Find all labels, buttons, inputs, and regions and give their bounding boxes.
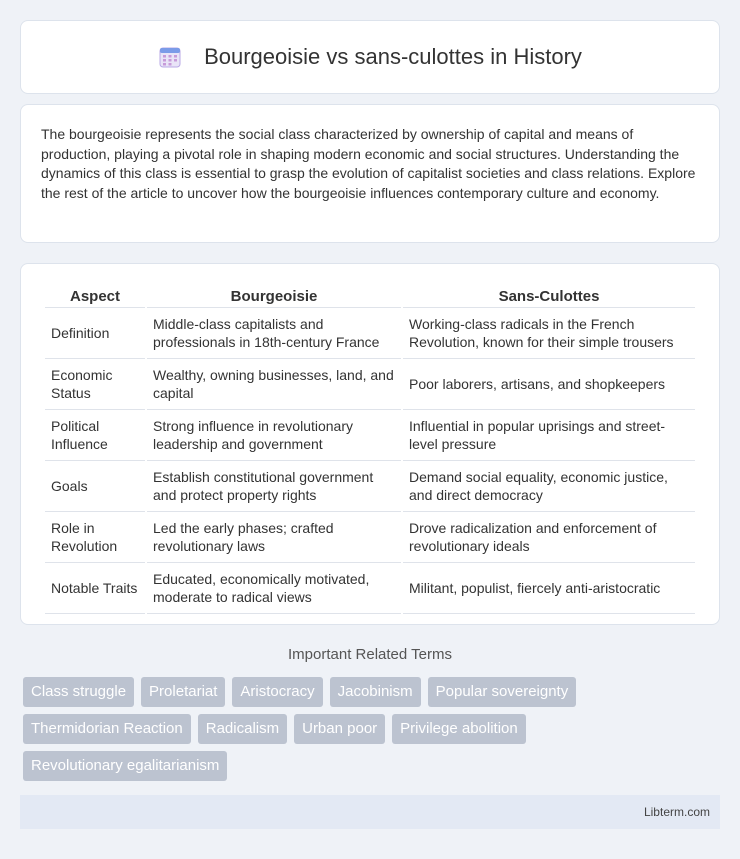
table-row xyxy=(45,461,695,512)
cell-bourgeoisie: Wealthy, owning businesses, land, and capital xyxy=(147,359,401,410)
table-row xyxy=(45,359,695,410)
table-row xyxy=(45,308,695,359)
related-term-tag[interactable]: Privilege abolition xyxy=(392,714,526,744)
related-term-tag[interactable]: Jacobinism xyxy=(330,677,421,707)
cell-aspect: Role in Revolution xyxy=(45,512,145,563)
calendar-icon xyxy=(158,45,182,69)
header-card xyxy=(20,20,720,94)
cell-bourgeoisie: Establish constitutional government and protect property rights xyxy=(147,461,401,512)
related-term-tag[interactable]: Class struggle xyxy=(23,677,134,707)
table-header-row xyxy=(45,284,695,308)
comparison-table xyxy=(43,284,697,614)
cell-bourgeoisie: Strong influence in revolutionary leadership and government xyxy=(147,410,401,461)
related-term-tag[interactable]: Proletariat xyxy=(141,677,225,707)
footer-site-link[interactable]: Libterm.com xyxy=(643,805,710,819)
cell-aspect: Economic Status xyxy=(45,359,145,410)
header-sans-culottes: Sans-Culottes xyxy=(403,284,695,308)
intro-card xyxy=(20,104,720,243)
cell-sans-culottes: Militant, populist, fiercely anti-aristocratic xyxy=(403,563,695,614)
table-row xyxy=(45,563,695,614)
table-row xyxy=(45,512,695,563)
cell-aspect: Definition xyxy=(45,308,145,359)
comparison-table-card xyxy=(20,263,720,625)
related-term-tag[interactable]: Thermidorian Reaction xyxy=(23,714,191,744)
related-terms-title: Important Related Terms xyxy=(288,646,452,663)
title-wrap xyxy=(158,44,582,70)
cell-aspect: Political Influence xyxy=(45,410,145,461)
related-term-tag[interactable]: Revolutionary egalitarianism xyxy=(23,751,227,781)
intro-text: The bourgeoisie represents the social class characterized by ownership of capital and means of production, playing a pivotal role in shaping modern economic and social structures. Understanding the dynamics of this class is essential to grasp the evolution of capitalist societies and class relations. Explore the rest of the article to uncover how the bourgeoisie influences contemporary culture and economy. xyxy=(41,126,696,201)
cell-sans-culottes: Drove radicalization and enforcement of revolutionary ideals xyxy=(403,512,695,563)
page-title: Bourgeoisie vs sans-culottes in History xyxy=(204,44,582,69)
header-aspect: Aspect xyxy=(45,284,145,308)
related-terms-list xyxy=(23,677,723,781)
cell-bourgeoisie: Educated, economically motivated, moderate to radical views xyxy=(147,563,401,614)
related-term-tag[interactable]: Urban poor xyxy=(294,714,385,744)
related-term-tag[interactable]: Aristocracy xyxy=(232,677,322,707)
table-row xyxy=(45,410,695,461)
related-term-tag[interactable]: Popular sovereignty xyxy=(428,677,577,707)
header-bourgeoisie: Bourgeoisie xyxy=(147,284,401,308)
cell-bourgeoisie: Middle-class capitalists and professionals in 18th-century France xyxy=(147,308,401,359)
footer xyxy=(20,795,720,829)
cell-bourgeoisie: Led the early phases; crafted revolutionary laws xyxy=(147,512,401,563)
cell-sans-culottes: Demand social equality, economic justice, and direct democracy xyxy=(403,461,695,512)
cell-sans-culottes: Poor laborers, artisans, and shopkeepers xyxy=(403,359,695,410)
related-term-tag[interactable]: Radicalism xyxy=(198,714,287,744)
cell-aspect: Goals xyxy=(45,461,145,512)
cell-aspect: Notable Traits xyxy=(45,563,145,614)
cell-sans-culottes: Influential in popular uprisings and street-level pressure xyxy=(403,410,695,461)
cell-sans-culottes: Working-class radicals in the French Revolution, known for their simple trousers xyxy=(403,308,695,359)
